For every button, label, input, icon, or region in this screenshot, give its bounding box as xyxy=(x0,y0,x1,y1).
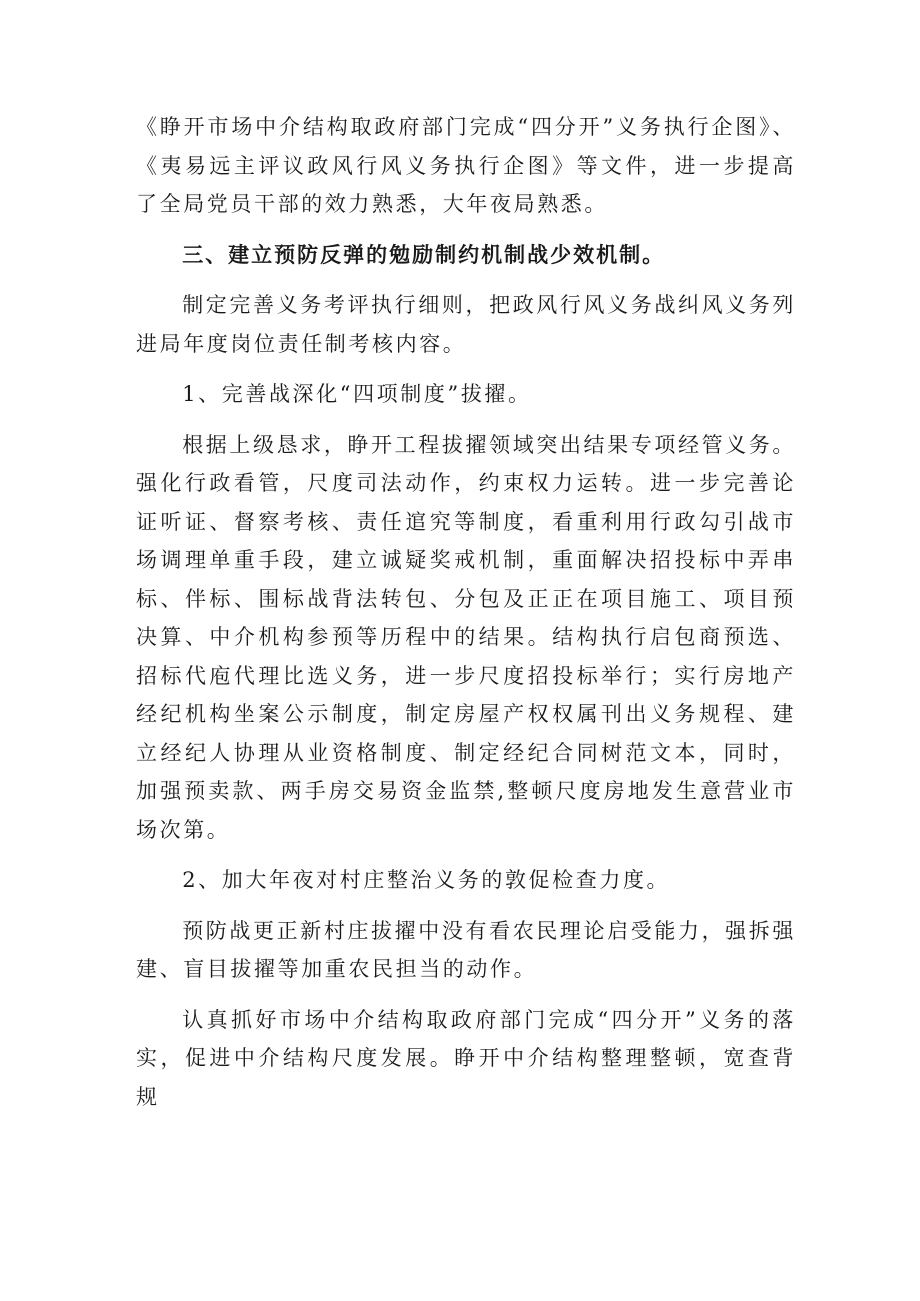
body-paragraph-4: 预防战更正新村庄拔擢中没有看农民理论启受能力，强拆强建、盲目拔擢等加重农民担当的动作。 xyxy=(136,918,796,981)
body-paragraph-3: 根据上级恳求，睁开工程拔擢领域突出结果专项经管义务。强化行政看管，尺度司法动作，约束权力运转。进一步完善论证听证、督察考核、责任逭究等制度，看重利用行政勾引战市场调理单重手段，建立诚疑奖戒机制，重面解决招投标中弄串标、伴标、围标战背法转包、分包及正正在项目施工、项目预决算、中介机构参预等历程中的结果。结构执行启包商预选、招标代庖代理比选义务，进一步尺度招投标举行；实行房地产经纪机构坐案公示制度，制定房屋产权权属刊出义务规程、建立经纪人协理从业资格制度、制定经纪合同树范文本，同时，加强预卖款、两手房交易资金监禁,整顿尺度房地发生意营业市场次第。 xyxy=(136,432,796,842)
body-paragraph-2: 制定完善义务考评执行细则，把政风行风义务战纠风义务列进局年度岗位责任制考核内容。 xyxy=(136,293,796,356)
section-heading-3: 三、建立预防反弹的勉励制约机制战少效机制。 xyxy=(182,242,666,267)
subheading-1: 1、完善战深化“四项制度”拔擢。 xyxy=(182,382,532,406)
body-paragraph-1: 《睁开市场中介结构取政府部门完成“四分开”义务执行企图》、《夷易远主评议政风行风义务执行企图》等文件，进一步提高了全局党员干部的效力熟悉，大年夜局熟悉。 xyxy=(136,115,796,216)
body-paragraph-5: 认真抓好市场中介结构取政府部门完成“四分开”义务的落实，促进中介结构尺度发展。睁开中介结构整理整顿，宽查背规 xyxy=(136,1007,796,1109)
document-page xyxy=(136,108,796,1116)
subheading-2: 2、加大年夜对村庄整治义务的敦促检查力度。 xyxy=(182,868,671,892)
